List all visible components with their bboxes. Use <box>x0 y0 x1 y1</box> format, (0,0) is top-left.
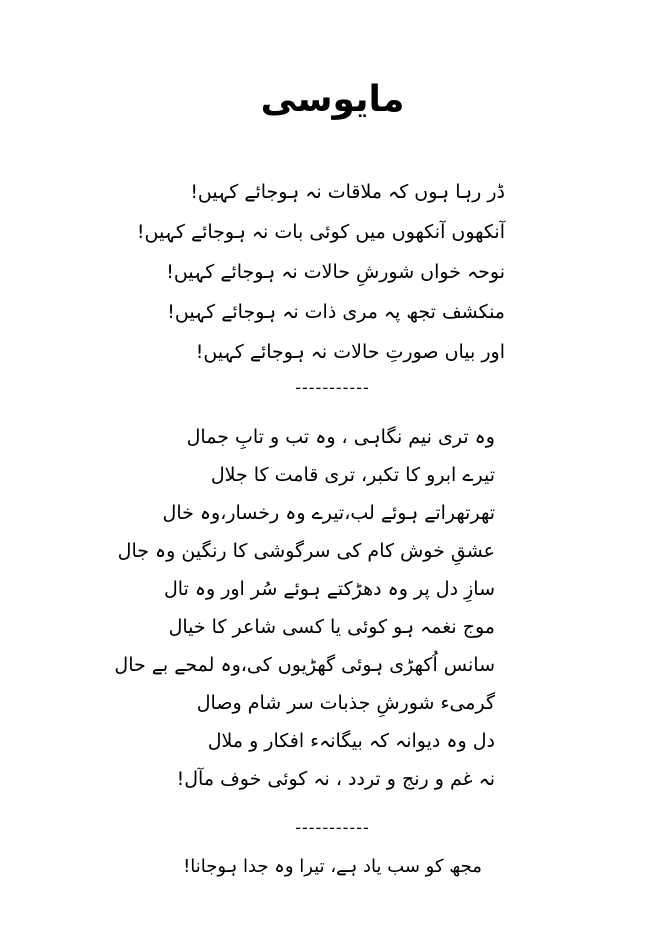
verse-line: تھرتھراتے ہوئے لب،تیرے وہ رخسار،وہ خال <box>162 502 495 524</box>
verse-line: گرمیء شورشِ جذبات سر شام وصال <box>196 692 495 714</box>
verse-line: عشقِ خوش کام کی سرگوشی کا رنگین وہ جال <box>117 540 495 562</box>
verse-line: وہ تری نیم نگاہی ، وہ تب و تابِ جمال <box>186 426 495 448</box>
verse-line: ڈر رہا ہوں کہ ملاقات نہ ہوجائے کہیں! <box>190 181 505 203</box>
verse-line: منکشف تجھ پہ مری ذات نہ ہوجائے کہیں! <box>167 301 505 323</box>
verse-line: تیرے ابرو کا تکبر، تری قامت کا جلال <box>210 464 495 486</box>
poem-title: مایوسی <box>260 79 405 120</box>
section-separator: ----------- <box>295 818 370 837</box>
verse-line: نہ غم و رنج و تردد ، نہ کوئی خوف مآل! <box>176 768 495 790</box>
closing-line: مجھ کو سب یاد ہے، تیرا وہ جدا ہوجانا! <box>183 856 482 877</box>
verse-line: دل وہ دیوانہ کہ بیگانہء افکار و ملال <box>207 730 495 752</box>
verse-line: سازِ دل پر وہ دھڑکتے ہوئے سُر اور وہ تال <box>163 578 495 600</box>
stanza-1 <box>136 172 505 372</box>
verse-line: نوحہ خواں شورشِ حالات نہ ہوجائے کہیں! <box>166 261 505 283</box>
verse-line: سانس اُکھڑی ہوئی گھڑیوں کی،وہ لمحے بے حال <box>114 654 495 676</box>
verse-line: آنکھوں آنکھوں میں کوئی بات نہ ہوجائے کہیں! <box>136 221 505 243</box>
verse-line: موج نغمہ ہو کوئی یا کسی شاعر کا خیال <box>168 616 495 638</box>
verse-line: اور بیاں صورتِ حالات نہ ہوجائے کہیں! <box>195 341 505 363</box>
stanza-2 <box>114 418 495 798</box>
section-separator: ----------- <box>295 378 370 397</box>
